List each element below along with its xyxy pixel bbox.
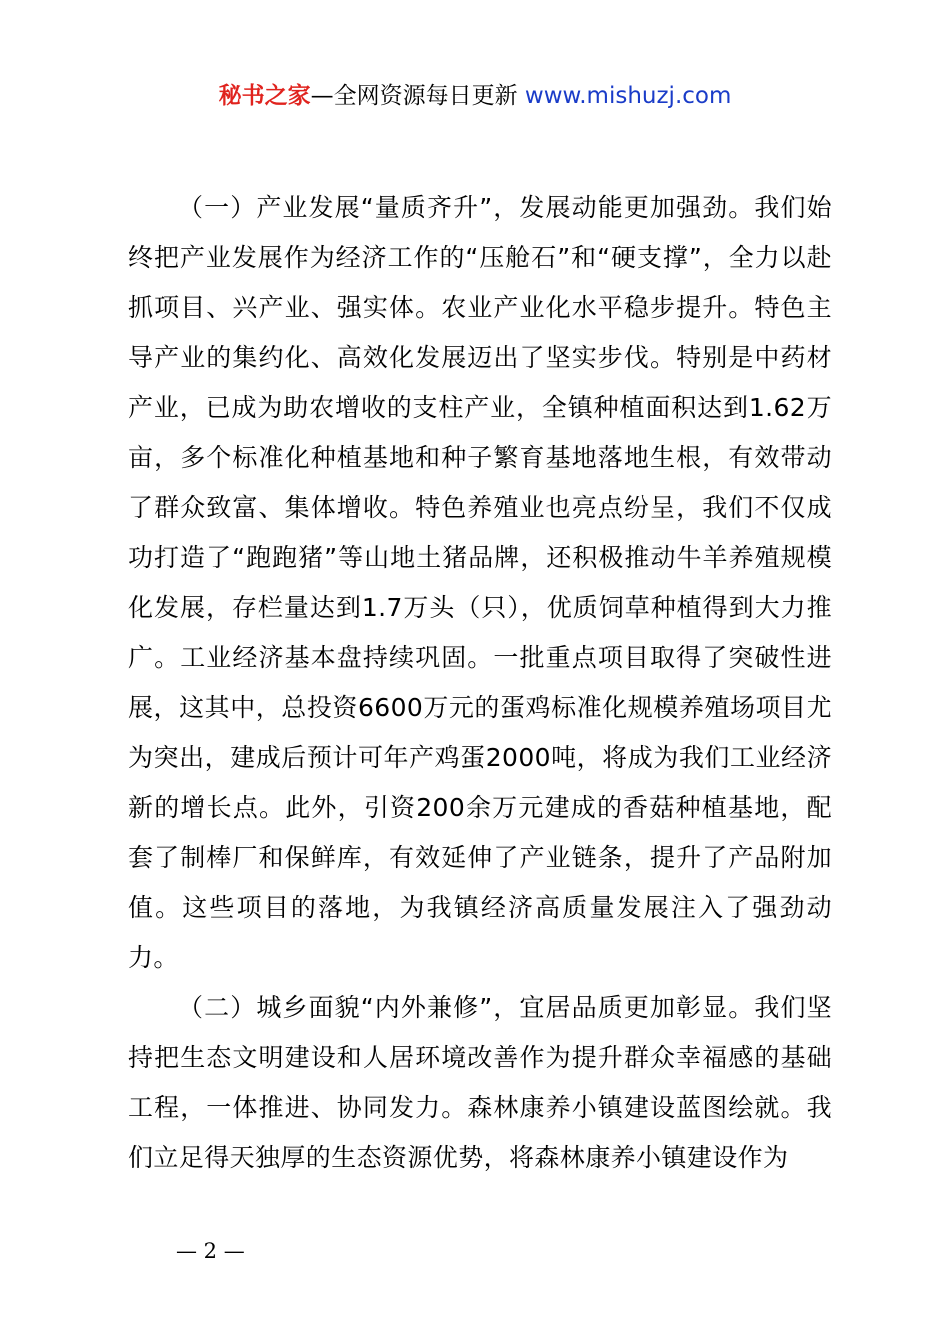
paragraph-industry-development: （一）产业发展“量质齐升”，发展动能更加强劲。我们始终把产业发展作为经济工作的“压舱石”和“硬支撑”，全力以赴抓项目、兴产业、强实体。农业产业化水平稳步提升。特色主导产业的集约化、高效化发展迈出了坚实步伐。特别是中药材产业，已成为助农增收的支柱产业，全镇种植面积达到1.62万亩，多个标准化种植基地和种子繁育基地落地生根，有效带动了群众致富、集体增收。特色养殖业也亮点纷呈，我们不仅成功打造了“跑跑猪”等山地土猪品牌，还积极推动牛羊养殖规模化发展，存栏量达到1.7万头（只），优质饲草种植得到大力推广。工业经济基本盘持续巩固。一批重点项目取得了突破性进展，这其中，总投资6600万元的蛋鸡标准化规模养殖场项目尤为突出，建成后预计可年产鸡蛋2000吨，将成为我们工业经济新的增长点。此外，引资200余万元建成的香菇种植基地，配套了制棒厂和保鲜库，有效延伸了产业链条，提升了产品附加值。这些项目的落地，为我镇经济高质量发展注入了强劲动力。 bbox=[128, 193, 832, 972]
brand-name: 秘书之家 bbox=[218, 83, 311, 109]
header-tagline: —全网资源每日更新 bbox=[310, 83, 525, 109]
document-body bbox=[128, 183, 832, 1183]
site-header bbox=[0, 80, 950, 112]
page-number: — 2 — bbox=[176, 1239, 245, 1263]
site-url-link[interactable]: www.mishuzj.com bbox=[524, 83, 732, 109]
paragraph-urban-rural-appearance: （二）城乡面貌“内外兼修”，宜居品质更加彰显。我们坚持把生态文明建设和人居环境改善作为提升群众幸福感的基础工程，一体推进、协同发力。森林康养小镇建设蓝图绘就。我们立足得天独厚的生态资源优势，将森林康养小镇建设作为 bbox=[128, 993, 832, 1172]
